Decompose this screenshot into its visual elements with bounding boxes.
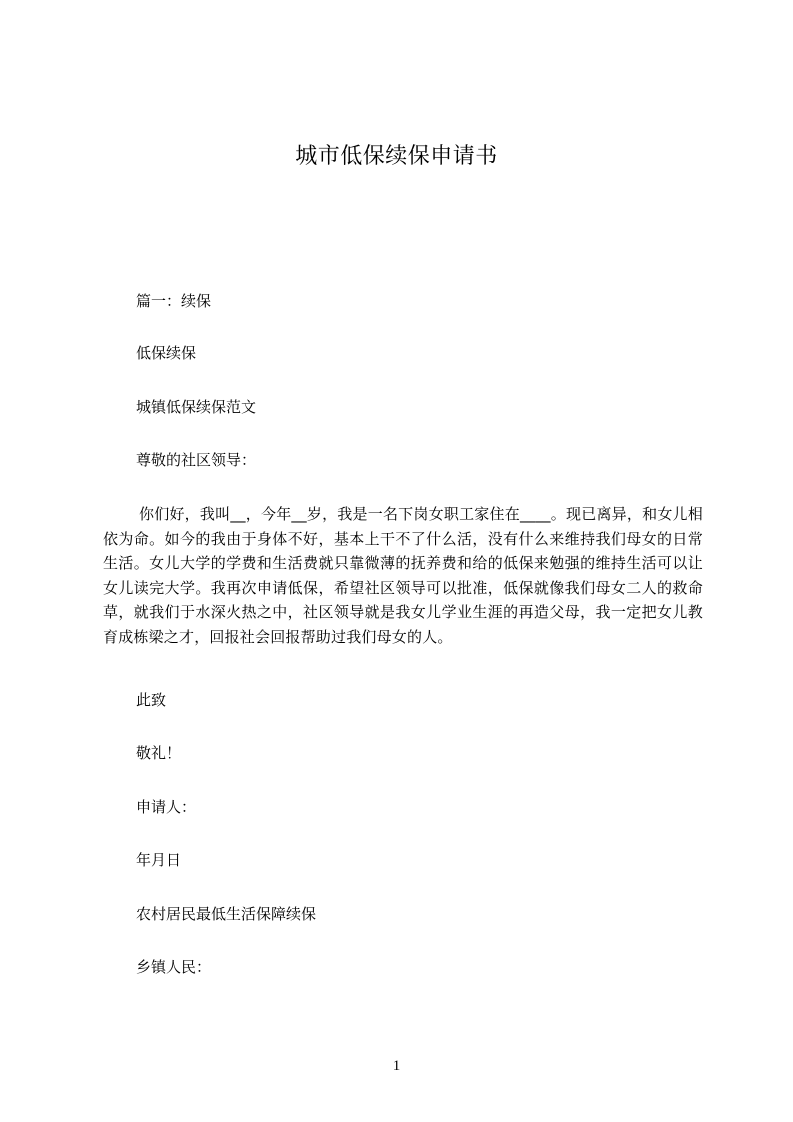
closing-cizhi: 此致 [136, 691, 167, 709]
closing-jingli: 敬礼！ [136, 744, 182, 762]
township-salutation: 乡镇人民： [136, 958, 212, 976]
salutation: 尊敬的社区领导： [136, 451, 257, 469]
body-paragraph: 你们好，我叫__，今年__岁，我是一名下岗女职工家住在____。现已离异，和女儿相依为命。如今的我由于身体不好，基本上干不了什么活，没有什么来维持我们母女的日常生活。女儿大学的学费和生活费就只靠微薄的抚养费和给的低保来勉强的维持生活可以让女儿读完大学。我再次申请低保，希望社区领导可以批准，低保就像我们母女二人的救命草，就我们于水深火热之中，社区领导就是我女儿学业生涯的再造父母，我一定把女儿教育成栋梁之才，回报社会回报帮助过我们母女的人。 [103, 505, 703, 646]
rural-section-heading: 农村居民最低生活保障续保 [136, 905, 317, 923]
subheading-sample: 城镇低保续保范文 [136, 398, 257, 416]
date-label: 年月日 [136, 851, 182, 869]
subheading-low-insurance: 低保续保 [136, 344, 197, 362]
applicant-label: 申请人： [136, 798, 197, 816]
document-title: 城市低保续保申请书 [295, 144, 498, 169]
section-heading: 篇一：续保 [136, 292, 212, 310]
page-number: 1 [392, 1058, 401, 1074]
